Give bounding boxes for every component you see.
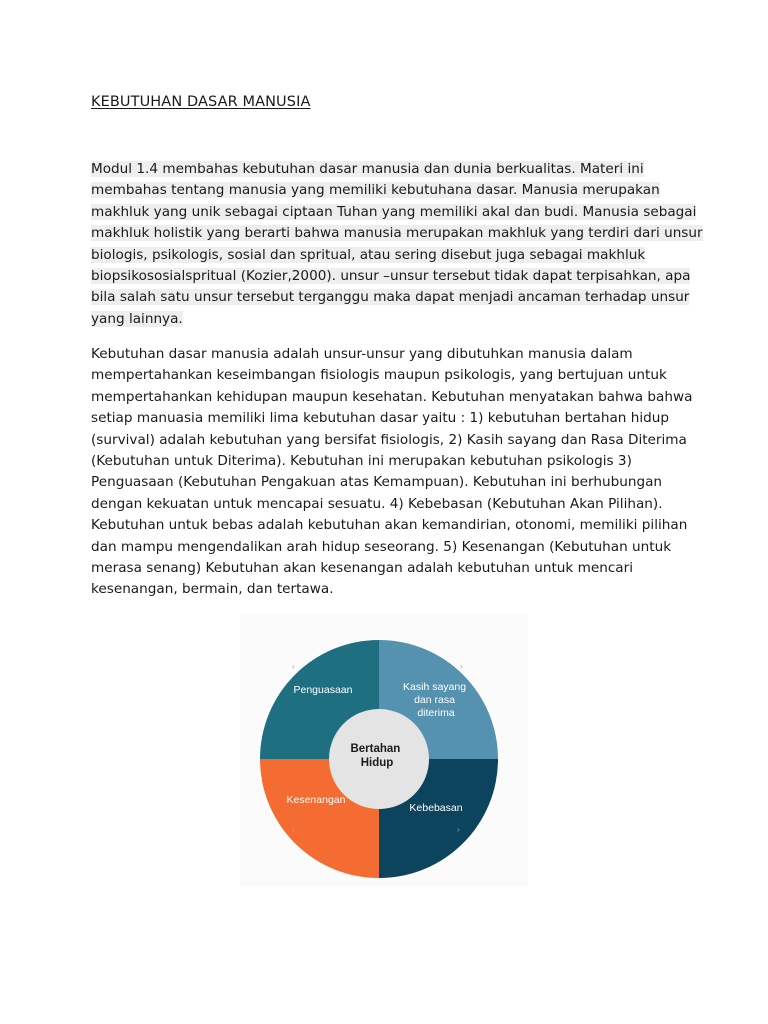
text-line: kesenangan, bermain, dan tertawa.: [91, 581, 334, 598]
cycle-arrow-icon: ›: [457, 825, 460, 834]
center-label: Bertahan Hidup: [350, 743, 401, 769]
cycle-arrow-icon: ›: [460, 662, 463, 671]
label-kasih-sayang: Kasih sayang dan rasa diterima: [403, 681, 467, 719]
text-line: dan mampu mengendalikan arah hidup seseorang. 5) Kesenangan (Kebutuhan untuk: [91, 538, 672, 555]
text-line: bila salah satu unsur tersebut terganggu maka dapat menjadi ancaman terhadap unsur: [91, 289, 690, 306]
paragraph-intro: [91, 159, 703, 330]
label-kebebasan: Kebebasan: [409, 802, 463, 814]
text-line: biopsikososialspritual (Kozier,2000). unsur –unsur tersebut tidak dapat terpisahkan, apa: [91, 268, 691, 285]
text-line: (survival) adalah kebutuhan yang bersifat fisiologis, 2) Kasih sayang dan Rasa Diterima: [91, 431, 687, 448]
text-line: biologis, psikologis, sosial dan spritual, atau sering disebut juga sebagai makhluk: [91, 246, 646, 263]
cycle-arrow-icon: ‹: [292, 662, 295, 671]
paragraph-definition: [91, 344, 693, 601]
text-line: Kebutuhan dasar manusia adalah unsur-unsur yang dibutuhkan manusia dalam: [91, 346, 633, 362]
basic-needs-wheel: [240, 615, 528, 887]
text-line: Penguasaan (Kebutuhan Pengakuan atas Kemampuan). Kebutuhan ini berhubungan: [91, 474, 663, 491]
document-title: KEBUTUHAN DASAR MANUSIA: [91, 94, 311, 110]
text-line: (Kebutuhan untuk Diterima). Kebutuhan ini merupakan kebutuhan psikologis 3): [91, 453, 632, 470]
text-line: Kebutuhan untuk bebas adalah kebutuhan akan kemandirian, otonomi, memiliki pilihan: [91, 517, 688, 534]
text-line: mempertahankan kehidupan maupun kesehatan. Kebutuhan menyatakan bahwa bahwa: [91, 388, 693, 405]
text-line: Modul 1.4 membahas kebutuhan dasar manusia dan dunia berkualitas. Materi ini: [91, 161, 644, 177]
cycle-arrow-icon: ‹: [292, 825, 295, 834]
label-penguasaan: Penguasaan: [293, 684, 353, 696]
text-line: setiap manuasia memiliki lima kebutuhan dasar yaitu : 1) kebutuhan bertahan hidup: [91, 410, 669, 427]
text-line: membahas tentang manusia yang memiliki kebutuhana dasar. Manusia merupakan: [91, 182, 660, 199]
label-kesenangan: Kesenangan: [286, 794, 346, 806]
text-line: mempertahankan keseimbangan fisiologis maupun psikologis, yang bertujuan untuk: [91, 367, 667, 384]
text-line: merasa senang) Kebutuhan akan kesenangan adalah kebutuhan untuk mencari: [91, 560, 633, 577]
text-line: yang lainnya.: [91, 310, 183, 327]
text-line: dengan kekuatan untuk mencapai sesuatu. 4) Kebebasan (Kebutuhan Akan Pilihan).: [91, 495, 663, 512]
text-line: makhluk holistik yang berarti bahwa manusia merupakan makhluk yang terdiri dari unsur: [91, 225, 703, 242]
text-line: makhluk yang unik sebagai ciptaan Tuhan yang memiliki akal dan budi. Manusia sebagai: [91, 203, 697, 220]
